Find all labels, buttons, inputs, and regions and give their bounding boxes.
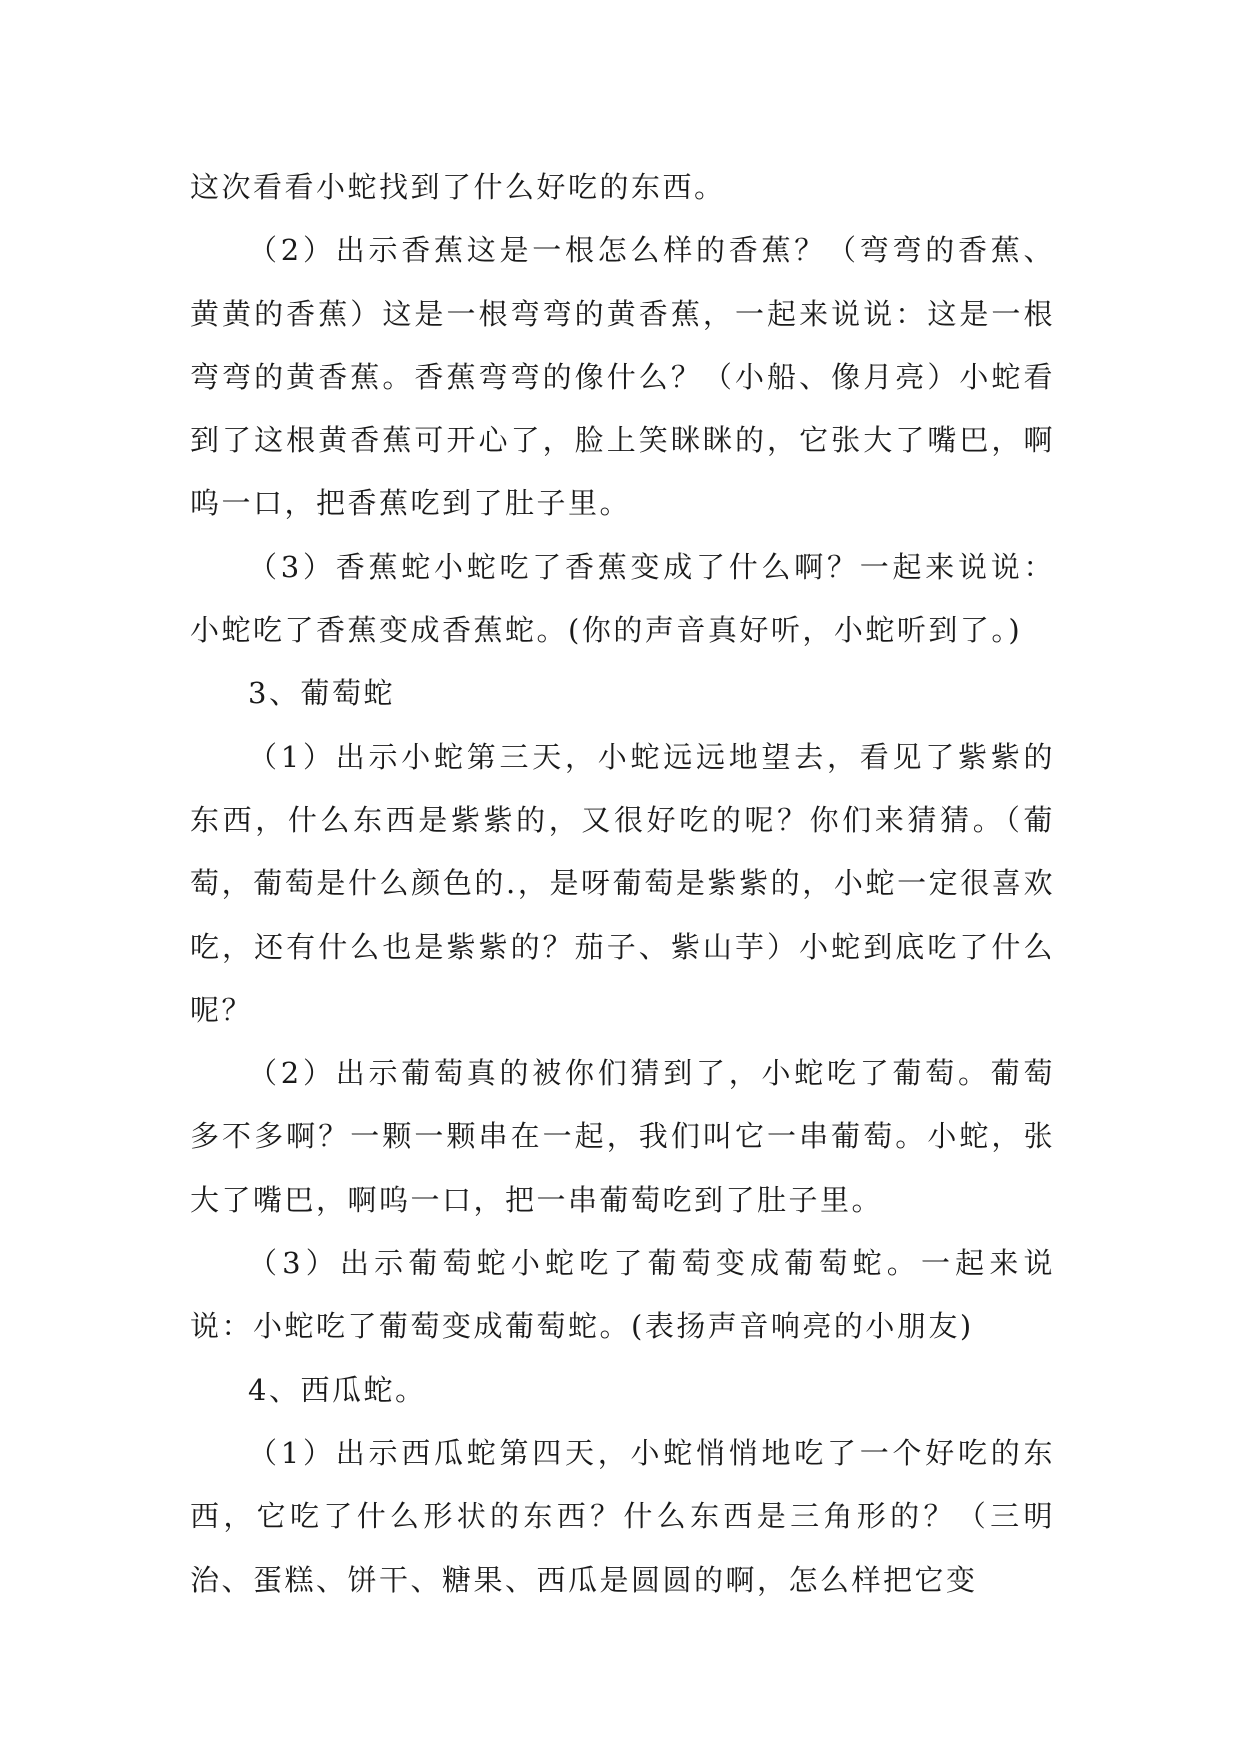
section-heading-grape-snake: 3、葡萄蛇 <box>248 676 395 711</box>
paragraph-grape-step-3: （3）出示葡萄蛇小蛇吃了葡萄变成葡萄蛇。一起来说说：小蛇吃了葡萄变成葡萄蛇。(表扬声音响亮的小朋友) <box>190 1246 1055 1344</box>
body-text <box>190 156 1055 1612</box>
paragraph-banana-step-3: （3）香蕉蛇小蛇吃了香蕉变成了什么啊？一起来说说：小蛇吃了香蕉变成香蕉蛇。(你的声音真好听，小蛇听到了。) <box>190 549 1055 648</box>
paragraph-grape-step-1: （1）出示小蛇第三天，小蛇远远地望去，看见了紫紫的东西，什么东西是紫紫的，又很好吃的呢？你们来猜猜。（葡萄，葡萄是什么颜色的.，是呀葡萄是紫紫的，小蛇一定很喜欢吃，还有什么也是紫紫的？茄子、紫山芋）小蛇到底吃了什么呢？ <box>190 739 1055 1027</box>
paragraph-continuation: 这次看看小蛇找到了什么好吃的东西。 <box>190 170 726 204</box>
paragraph-banana-step-2: （2）出示香蕉这是一根怎么样的香蕉？（弯弯的香蕉、黄黄的香蕉）这是一根弯弯的黄香蕉，一起来说说：这是一根弯弯的黄香蕉。香蕉弯弯的像什么？（小船、像月亮）小蛇看到了这根黄香蕉可开心了，脸上笑眯眯的，它张大了嘴巴，啊呜一口，把香蕉吃到了肚子里。 <box>190 233 1055 521</box>
paragraph-watermelon-step-1: （1）出示西瓜蛇第四天，小蛇悄悄地吃了一个好吃的东西，它吃了什么形状的东西？什么东西是三角形的？（三明治、蛋糕、饼干、糖果、西瓜是圆圆的啊，怎么样把它变 <box>190 1435 1055 1597</box>
paragraph-grape-step-2: （2）出示葡萄真的被你们猜到了，小蛇吃了葡萄。葡萄多不多啊？一颗一颗串在一起，我们叫它一串葡萄。小蛇，张大了嘴巴，啊呜一口，把一串葡萄吃到了肚子里。 <box>190 1056 1055 1217</box>
section-heading-watermelon-snake: 4、西瓜蛇。 <box>248 1372 427 1407</box>
